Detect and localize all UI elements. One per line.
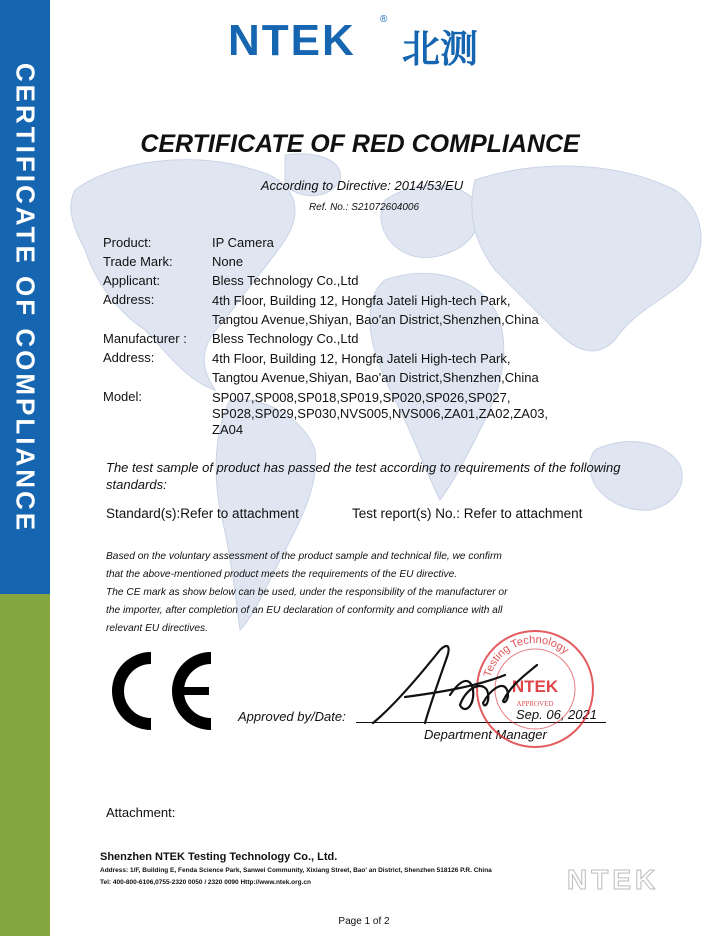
approval-date: Sep. 06, 2021 [516,707,597,722]
sidebar-title: CERTIFICATE OF COMPLIANCE [10,62,41,534]
model-line3: ZA04 [212,422,244,437]
product-label: Product: [103,235,152,250]
footer-tel: Tel: 400-800-6106,0755-2320 0050 / 2320 0090 Http://www.ntek.org.cn [100,879,311,886]
trademark-value: None [212,254,244,269]
model-line2: SP028,SP029,SP030,NVS005,NVS006,ZA01,ZA02,ZA03, [212,406,549,421]
manufacturer-address-line1: 4th Floor, Building 12, Hongfa Jateli High-tech Park, [212,351,511,366]
basis-line-1: Based on the voluntary assessment of the product sample and technical file, we confirm [106,551,502,562]
stamp-sub-text: APPROVED [516,700,554,708]
footer-company: Shenzhen NTEK Testing Technology Co., Ltd. [100,851,338,863]
basis-line-3: The CE mark as show below can be used, under the responsibility of the manufacturer or [106,587,508,598]
trademark-label: Trade Mark: [103,254,173,269]
certificate-title: CERTIFICATE OF RED COMPLIANCE [140,130,580,158]
directive-prefix: According to Directive: [260,178,395,193]
applicant-address-line2: Tangtou Avenue,Shiyan, Bao'an District,Shenzhen,China [212,312,539,327]
stamp-ring-text: Testing Technology [481,633,571,679]
reference-number: Ref. No.: S21072604006 [308,202,420,213]
directive-line [0,178,714,193]
handwritten-signature [365,635,560,735]
basis-line-2: that the above-mentioned product meets the requirements of the EU directive. [106,569,458,580]
page-number: Page 1 of 2 [338,916,390,927]
ce-mark-icon [103,650,221,732]
footer-address: Address: 1/F, Building E, Fenda Science Park, Sanwei Community, Xixiang Street, Bao' an District, Shenzhen 518126 P.R. China [100,867,492,874]
footer-watermark-logo: NTEK [567,864,660,895]
model-label: Model: [103,389,143,404]
manufacturer-address-line2: Tangtou Avenue,Shiyan, Bao'an District,Shenzhen,China [212,370,539,385]
manufacturer-value: Bless Technology Co.,Ltd [212,331,359,346]
stamp-center-text: NTEK [511,677,559,696]
product-value: IP Camera [212,235,274,250]
basis-paragraph [106,548,626,638]
approved-by-label: Approved by/Date: [238,709,346,724]
basis-line-4: the importer, after completion of an EU declaration of conformity and compliance with all [106,605,503,616]
applicant-label: Applicant: [103,273,161,288]
sidebar-green-band [0,594,50,936]
manufacturer-address-label: Address: [103,350,155,365]
europe-shape [381,185,479,258]
applicant-address-label: Address: [103,292,155,307]
model-line1: SP007,SP008,SP018,SP019,SP020,SP026,SP027, [212,390,511,405]
applicant-value: Bless Technology Co.,Ltd [212,273,359,288]
standards-line: Standard(s):Refer to attachment [106,506,299,521]
manufacturer-label: Manufacturer : [103,331,187,346]
ntek-logo: NTEK [228,16,356,65]
passed-statement: The test sample of product has passed the test according to requirements of the following standards: [106,460,621,492]
test-report-line: Test report(s) No.: Refer to attachment [352,506,583,521]
approver-role: Department Manager [424,727,547,742]
attachment-label: Attachment: [106,805,176,820]
directive-number: 2014/53/EU [394,178,464,193]
basis-line-5: relevant EU directives. [106,623,208,634]
chinese-logo-text: 北测 [402,27,479,71]
applicant-address-line1: 4th Floor, Building 12, Hongfa Jateli High-tech Park, [212,293,511,308]
registered-mark: ® [380,14,388,25]
